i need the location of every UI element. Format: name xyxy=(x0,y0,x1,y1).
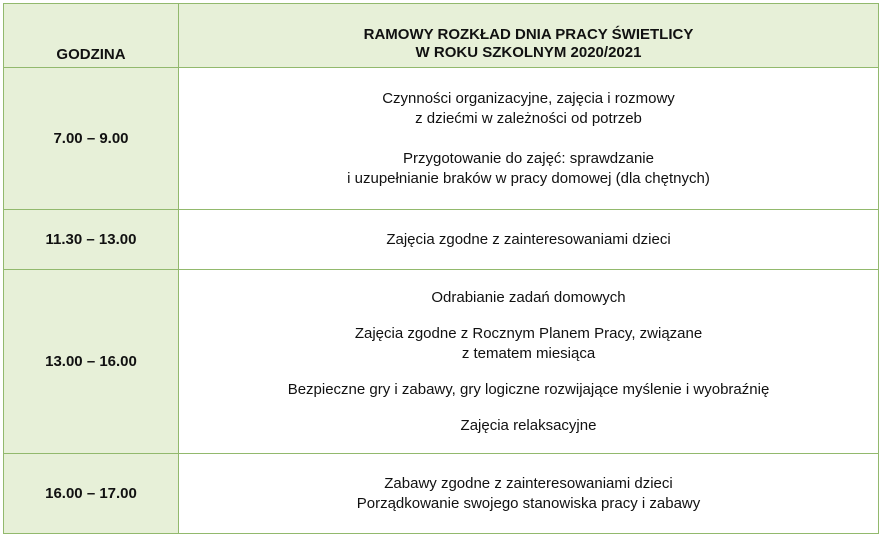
hour-column-header-label: GODZINA xyxy=(56,46,126,63)
activity-spacer xyxy=(179,129,878,149)
activity-line: Odrabianie zadań domowych xyxy=(431,288,626,306)
activity-line: Przygotowanie do zajęć: sprawdzanie xyxy=(403,149,654,167)
activity-line: z dziećmi w zależności od potrzeb xyxy=(415,109,642,127)
activity-spacer xyxy=(179,400,878,416)
activity-line: Zajęcia zgodne z Rocznym Planem Pracy, związane xyxy=(354,324,703,342)
schedule-table xyxy=(3,3,879,534)
table-row xyxy=(4,68,879,210)
activity-line: Czynności organizacyjne, zajęcia i rozmowy xyxy=(382,89,675,107)
activity-line: z tematem miesiąca xyxy=(461,344,596,362)
activity-spacer xyxy=(179,308,878,324)
table-row xyxy=(4,210,879,270)
table-row xyxy=(4,454,879,534)
hour-cell xyxy=(4,210,179,270)
schedule-title-line-1: RAMOWY ROZKŁAD DNIA PRACY ŚWIETLICY xyxy=(363,25,694,43)
hour-column-header xyxy=(4,4,179,68)
hour-label: 7.00 – 9.00 xyxy=(53,130,129,147)
activities-cell xyxy=(179,68,879,210)
activity-line: Zabawy zgodne z zainteresowaniami dzieci xyxy=(384,474,673,492)
table-row xyxy=(4,270,879,454)
activity-spacer xyxy=(179,364,878,380)
hour-label: 16.00 – 17.00 xyxy=(45,485,137,502)
hour-cell xyxy=(4,68,179,210)
activities-cell xyxy=(179,270,879,454)
activity-line: i uzupełnianie braków w pracy domowej (dla chętnych) xyxy=(347,169,710,187)
hour-cell xyxy=(4,270,179,454)
activity-line: Zajęcia relaksacyjne xyxy=(460,416,597,434)
hour-label: 13.00 – 16.00 xyxy=(45,353,137,370)
schedule-title-line-2: W ROKU SZKOLNYM 2020/2021 xyxy=(415,43,642,61)
hour-cell xyxy=(4,454,179,534)
hour-label: 11.30 – 13.00 xyxy=(45,231,137,248)
activities-cell xyxy=(179,210,879,270)
activity-line: Porządkowanie swojego stanowiska pracy i zabawy xyxy=(356,494,701,512)
activity-line: Bezpieczne gry i zabawy, gry logiczne rozwijające myślenie i wyobraźnię xyxy=(287,380,770,398)
activity-line: Zajęcia zgodne z zainteresowaniami dzieci xyxy=(386,230,671,248)
activities-cell xyxy=(179,454,879,534)
table-header-row xyxy=(4,4,879,68)
schedule-title-cell xyxy=(179,4,879,68)
